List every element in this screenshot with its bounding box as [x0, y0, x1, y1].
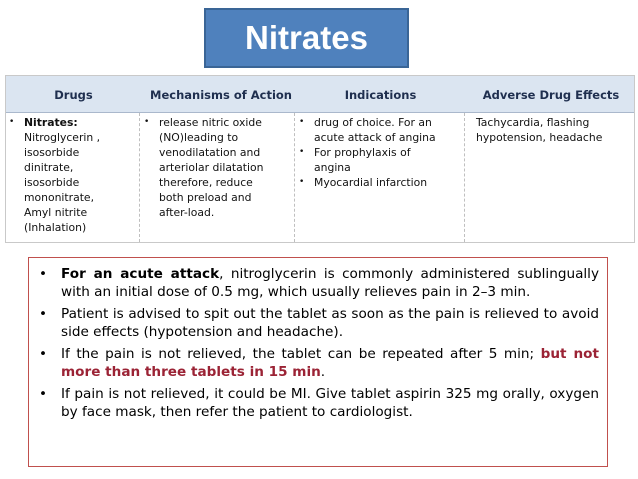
adverse-effects-cell	[476, 115, 634, 145]
drug-name: (Inhalation)	[24, 221, 87, 234]
column-divider	[139, 113, 140, 242]
note-warning: but not more than three tablets in 15 min	[61, 346, 599, 380]
mechanism-line: • release nitric oxide	[159, 116, 262, 129]
note-item	[35, 306, 599, 341]
drug-table	[5, 75, 635, 243]
mechanism-item	[141, 115, 293, 220]
indication-item	[296, 145, 462, 175]
page-title: Nitrates	[204, 8, 409, 68]
header-drugs: Drugs	[54, 87, 93, 102]
indication-line: angina	[314, 161, 351, 174]
indication-line: • Myocardial infarction	[314, 176, 428, 189]
drug-name: isosorbide	[24, 176, 80, 189]
indication-item	[296, 115, 462, 145]
drugs-cell	[6, 115, 136, 235]
mechanism-line: after-load.	[159, 206, 215, 219]
note-text: , nitroglycerin is commonly administered sublingually with an initial dose of 0.5 mg, which usually relieves pain in 2–3 min.	[61, 266, 599, 300]
column-divider	[294, 113, 295, 242]
notes-box	[28, 257, 608, 467]
bullet-icon: •	[39, 306, 48, 322]
mechanism-line: arteriolar dilatation	[159, 161, 264, 174]
bullet-icon: •	[39, 266, 48, 282]
header-adverse-effects: Adverse Drug Effects	[482, 87, 620, 102]
bullet-icon: •	[39, 346, 48, 362]
note-item	[35, 386, 599, 421]
column-divider	[464, 113, 465, 242]
header-indications: Indications	[344, 87, 417, 102]
drug-class-label: • Nitrates:	[24, 116, 78, 129]
indication-line: • drug of choice. For an	[314, 116, 432, 129]
header-mechanisms: Mechanisms of Action	[150, 87, 292, 102]
indications-cell	[296, 115, 462, 190]
mechanism-line: venodilatation and	[159, 146, 261, 159]
indication-line: • For prophylaxis of	[314, 146, 411, 159]
drug-list	[6, 115, 136, 235]
drug-name: Nitroglycerin ,	[24, 131, 101, 144]
note-item	[35, 266, 599, 301]
drug-name: dinitrate,	[24, 161, 74, 174]
indication-line: acute attack of angina	[314, 131, 436, 144]
note-lead: For an acute attack	[61, 266, 220, 282]
adverse-line: Tachycardia, flashing	[476, 116, 590, 129]
bullet-icon: •	[39, 386, 48, 402]
mechanism-line: (NO)leading to	[159, 131, 239, 144]
drug-name: mononitrate,	[24, 191, 95, 204]
note-text-tail: .	[320, 363, 326, 380]
mechanism-line: both preload and	[159, 191, 252, 204]
mechanism-line: therefore, reduce	[159, 176, 253, 189]
note-text: If the pain is not relieved, the tablet can be repeated after 5 min;	[61, 346, 541, 362]
note-text: Patient is advised to spit out the tablet as soon as the pain is relieved to avoid side effects (hypotension and headache).	[61, 306, 599, 340]
note-text: If pain is not relieved, it could be MI. Give tablet aspirin 325 mg orally, oxygen by face mask, then refer the patient to cardiologist.	[61, 386, 599, 420]
drug-name: Amyl nitrite	[24, 206, 88, 219]
drug-name: isosorbide	[24, 146, 80, 159]
indication-item	[296, 175, 462, 190]
table-header	[6, 76, 634, 113]
note-item	[35, 346, 599, 381]
mechanism-cell	[141, 115, 293, 220]
adverse-line: hypotension, headache	[476, 131, 603, 144]
